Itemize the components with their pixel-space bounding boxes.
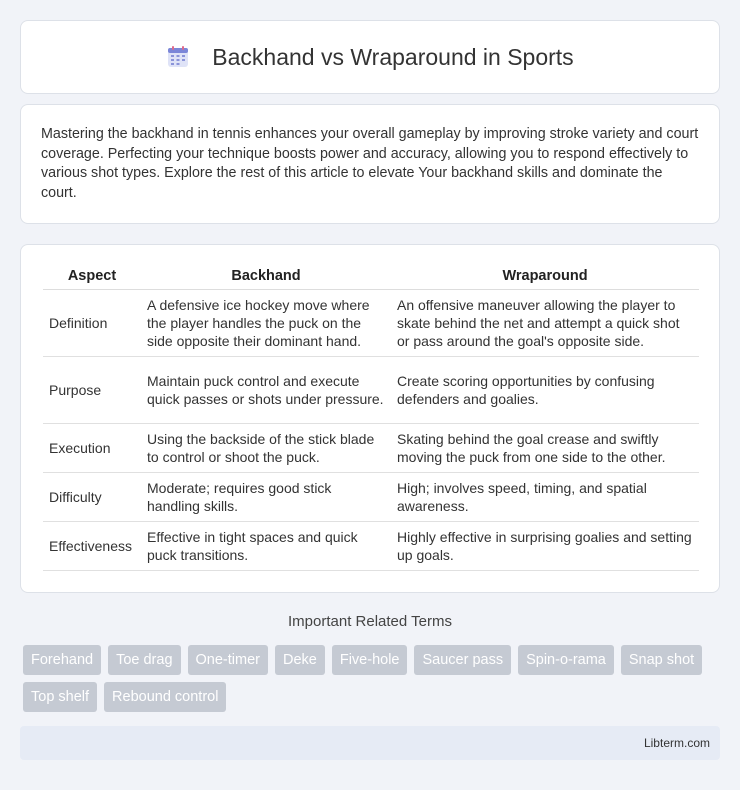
tag-toe-drag[interactable]: Toe drag [108,645,180,675]
intro-card [20,104,720,224]
comparison-table [43,263,699,571]
backhand-cell: Effective in tight spaces and quick puck transitions. [141,522,391,571]
tag-one-timer[interactable]: One-timer [188,645,268,675]
wraparound-cell: Create scoring opportunities by confusing defenders and goalies. [391,357,699,424]
backhand-cell: Using the backside of the stick blade to control or shoot the puck. [141,424,391,473]
header-wraparound: Wraparound [391,263,699,290]
wraparound-cell: Skating behind the goal crease and swiftly moving the puck from one side to the other. [391,424,699,473]
tag-top-shelf[interactable]: Top shelf [23,682,97,712]
wraparound-cell: Highly effective in surprising goalies and setting up goals. [391,522,699,571]
header-backhand: Backhand [141,263,391,290]
tag-rebound-control[interactable]: Rebound control [104,682,226,712]
table-row [43,522,699,571]
aspect-cell: Definition [43,290,141,357]
calendar-icon [166,45,190,69]
footer [20,726,720,760]
aspect-cell: Purpose [43,357,141,424]
table-header-row [43,263,699,290]
footer-brand[interactable]: Libterm.com [643,736,710,750]
backhand-cell: Moderate; requires good stick handling skills. [141,473,391,522]
tag-snap-shot[interactable]: Snap shot [621,645,702,675]
tag-five-hole[interactable]: Five-hole [332,645,408,675]
backhand-cell: A defensive ice hockey move where the player handles the puck on the side opposite their dominant hand. [141,290,391,357]
backhand-cell: Maintain puck control and execute quick passes or shots under pressure. [141,357,391,424]
header-aspect: Aspect [43,263,141,290]
intro-text: Mastering the backhand in tennis enhances your overall gameplay by improving stroke variety and court coverage. Perfecting your technique boosts power and accuracy, allowing you to respond effectively to various shot types. Explore the rest of this article to elevate Your backhand skills and dominate the court. [41,126,699,201]
related-terms-title: Important Related Terms [288,613,452,630]
table-row [43,473,699,522]
aspect-cell: Difficulty [43,473,141,522]
aspect-cell: Effectiveness [43,522,141,571]
table-row [43,290,699,357]
tag-spin-o-rama[interactable]: Spin-o-rama [518,645,614,675]
table-row [43,424,699,473]
tag-forehand[interactable]: Forehand [23,645,101,675]
tag-deke[interactable]: Deke [275,645,325,675]
comparison-card [20,244,720,593]
header-card [20,20,720,94]
wraparound-cell: High; involves speed, timing, and spatial awareness. [391,473,699,522]
page-title: Backhand vs Wraparound in Sports [212,43,574,70]
related-terms-list [23,645,723,712]
aspect-cell: Execution [43,424,141,473]
wraparound-cell: An offensive maneuver allowing the player to skate behind the net and attempt a quick shot or pass around the goal's opposite side. [391,290,699,357]
tag-saucer-pass[interactable]: Saucer pass [414,645,511,675]
table-row [43,357,699,424]
